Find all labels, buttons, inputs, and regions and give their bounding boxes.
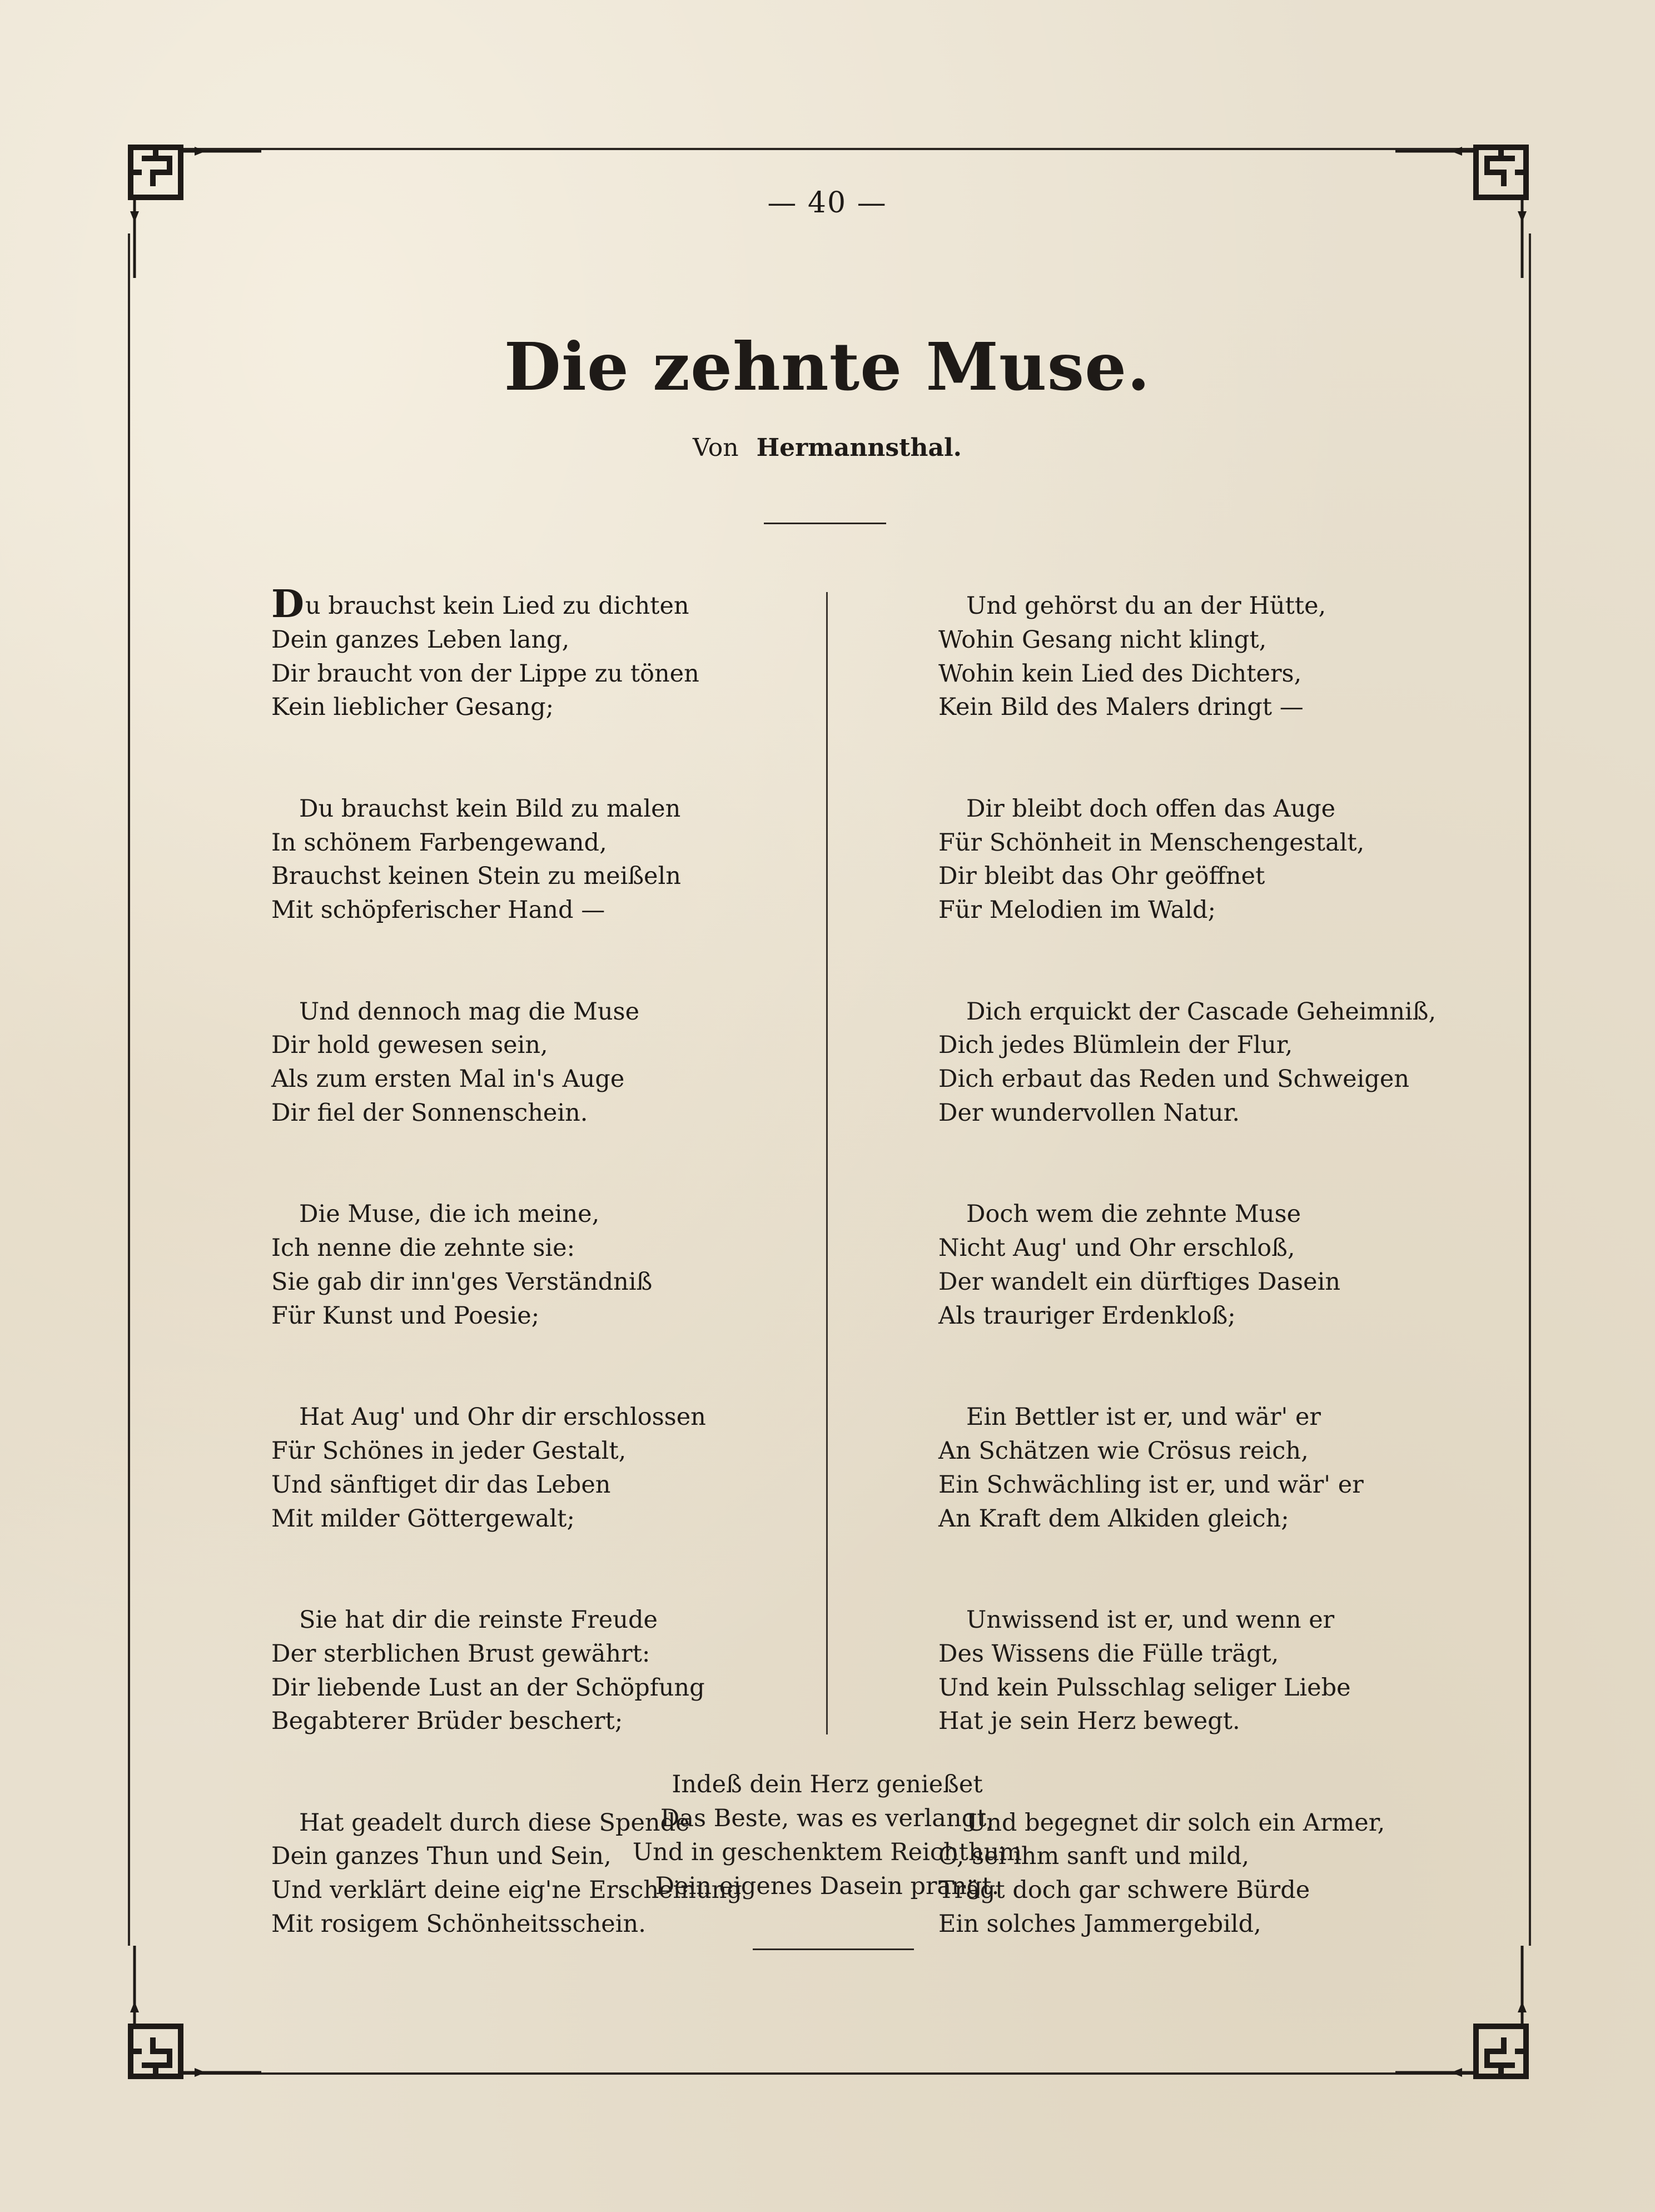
right-column	[938, 589, 1472, 1941]
verse-line: Dich jedes Blümlein der Flur,	[938, 1031, 1293, 1060]
verse-line: Ein Schwächling ist er, und wär' er	[938, 1470, 1364, 1499]
verse-line: Wohin kein Lied des Dichters,	[938, 659, 1302, 688]
verse-line: Ein solches Jammergebild,	[938, 1910, 1261, 1938]
title-separator-rule	[764, 523, 886, 524]
verse-line: Und verklärt deine eig'ne Erscheinung	[271, 1876, 742, 1905]
verse-line: Der sterblichen Brust gewährt:	[271, 1639, 650, 1668]
stanza	[938, 1400, 1472, 1535]
page-number: — 40 —	[767, 186, 887, 220]
left-column	[271, 582, 805, 1941]
verse-line: Für Kunst und Poesie;	[271, 1301, 540, 1330]
verse-line: Kein lieblicher Gesang;	[271, 693, 554, 722]
corner-ornament-icon	[122, 1940, 267, 2085]
verse-line: Du brauchst kein Bild zu malen	[299, 794, 681, 823]
corner-ornament-icon	[1390, 139, 1534, 284]
stanza	[938, 1197, 1472, 1333]
verse-line: Dein ganzes Thun und Sein,	[271, 1842, 612, 1871]
verse-line: Und dennoch mag die Muse	[299, 997, 640, 1026]
stanza	[938, 792, 1472, 927]
verse-line: O, sei ihm sanft und mild,	[938, 1842, 1250, 1871]
drop-cap: D	[271, 582, 304, 627]
stanza	[271, 1603, 805, 1738]
verse-line: Ich nenne die zehnte sie:	[271, 1234, 575, 1262]
verse-line: Dir fiel der Sonnenschein.	[271, 1098, 588, 1127]
verse-line: Dir liebende Lust an der Schöpfung	[271, 1673, 705, 1702]
verse-line: An Kraft dem Alkiden gleich;	[938, 1504, 1289, 1533]
frame-left-line	[128, 233, 130, 1946]
verse-line: Als trauriger Erdenkloß;	[938, 1301, 1236, 1330]
verse-line: Hat je sein Herz bewegt.	[938, 1707, 1240, 1736]
verse-line: Mit schöpferischer Hand —	[271, 896, 605, 924]
author-name: Hermannsthal.	[756, 434, 962, 462]
verse-line: Dich erquickt der Cascade Geheimniß,	[966, 997, 1437, 1026]
verse-line: Der wandelt ein dürftiges Dasein	[938, 1267, 1341, 1296]
verse-line: Des Wissens die Fülle trägt,	[938, 1639, 1279, 1668]
verse-line: In schönem Farbengewand,	[271, 828, 607, 857]
verse-line: Und kein Pulsschlag seliger Liebe	[938, 1673, 1351, 1702]
stanza	[271, 1197, 805, 1333]
verse-line: Ein Bettler ist er, und wär' er	[966, 1403, 1321, 1431]
verse-line: Unwissend ist er, und wenn er	[966, 1605, 1335, 1634]
corner-ornament-icon	[122, 139, 267, 284]
poem-title: Die zehnte Muse.	[504, 328, 1151, 405]
verse-line: Dir bleibt das Ohr geöffnet	[938, 862, 1265, 891]
verse-line: Und in geschenktem Reichthum	[632, 1838, 1022, 1866]
stanza	[271, 582, 805, 724]
stanza	[271, 1400, 805, 1535]
final-stanza	[605, 1768, 1050, 1903]
verse-line: Dein eigenes Dasein prangt.	[655, 1872, 1000, 1900]
verse-line-rest: u brauchst kein Lied zu dichten	[305, 592, 689, 620]
verse-line	[271, 582, 805, 627]
verse-line: An Schätzen wie Crösus reich,	[938, 1436, 1309, 1465]
stanza	[938, 995, 1472, 1130]
byline-prefix: Von	[692, 434, 739, 462]
verse-line: Der wundervollen Natur.	[938, 1098, 1240, 1127]
stanza	[271, 792, 805, 927]
verse-line: Hat Aug' und Ohr dir erschlossen	[299, 1403, 706, 1431]
verse-line: Sie hat dir die reinste Freude	[299, 1605, 658, 1634]
verse-line: Begabterer Brüder beschert;	[271, 1707, 623, 1736]
verse-line: Mit rosigem Schönheitsschein.	[271, 1910, 646, 1938]
verse-line: Brauchst keinen Stein zu meißeln	[271, 862, 681, 891]
byline	[549, 434, 1105, 462]
verse-line: Doch wem die zehnte Muse	[966, 1200, 1301, 1229]
closing-rule	[753, 1948, 914, 1950]
verse-line: Für Schönheit in Menschengestalt,	[938, 828, 1365, 857]
verse-line: Dir braucht von der Lippe zu tönen	[271, 659, 699, 688]
verse-line: Und sänftiget dir das Leben	[271, 1470, 611, 1499]
frame-top-line	[183, 148, 1473, 150]
verse-line: Nicht Aug' und Ohr erschloß,	[938, 1234, 1295, 1262]
verse-line: Wohin Gesang nicht klingt,	[938, 625, 1267, 654]
verse-line: Und gehörst du an der Hütte,	[966, 592, 1326, 620]
verse-line: Die Muse, die ich meine,	[299, 1200, 600, 1229]
verse-line: Sie gab dir inn'ges Verständniß	[271, 1267, 653, 1296]
verse-line: Dir hold gewesen sein,	[271, 1031, 548, 1060]
verse-line: Dir bleibt doch offen das Auge	[966, 794, 1336, 823]
verse-line: Trägt doch gar schwere Bürde	[938, 1876, 1310, 1905]
verse-line: Kein Bild des Malers dringt —	[938, 693, 1304, 722]
stanza	[938, 1603, 1472, 1738]
stanza	[938, 589, 1472, 724]
corner-ornament-icon	[1390, 1940, 1534, 2085]
verse-line: Indeß dein Herz genießet	[672, 1771, 983, 1798]
verse-line: Dich erbaut das Reden und Schweigen	[938, 1065, 1410, 1093]
verse-line: Das Beste, was es verlangt,	[660, 1805, 995, 1832]
column-divider	[826, 592, 828, 1734]
verse-line: Für Schönes in jeder Gestalt,	[271, 1436, 627, 1465]
frame-right-line	[1529, 233, 1531, 1946]
verse-line: Mit milder Göttergewalt;	[271, 1504, 575, 1533]
verse-line: Für Melodien im Wald;	[938, 896, 1216, 924]
verse-line: Als zum ersten Mal in's Auge	[271, 1065, 625, 1093]
stanza	[271, 995, 805, 1130]
verse-line: Und begegnet dir solch ein Armer,	[966, 1808, 1385, 1837]
verse-line: Hat geadelt durch diese Spende	[299, 1808, 690, 1837]
frame-bottom-line	[183, 2072, 1473, 2075]
verse-line: Dein ganzes Leben lang,	[271, 625, 570, 654]
